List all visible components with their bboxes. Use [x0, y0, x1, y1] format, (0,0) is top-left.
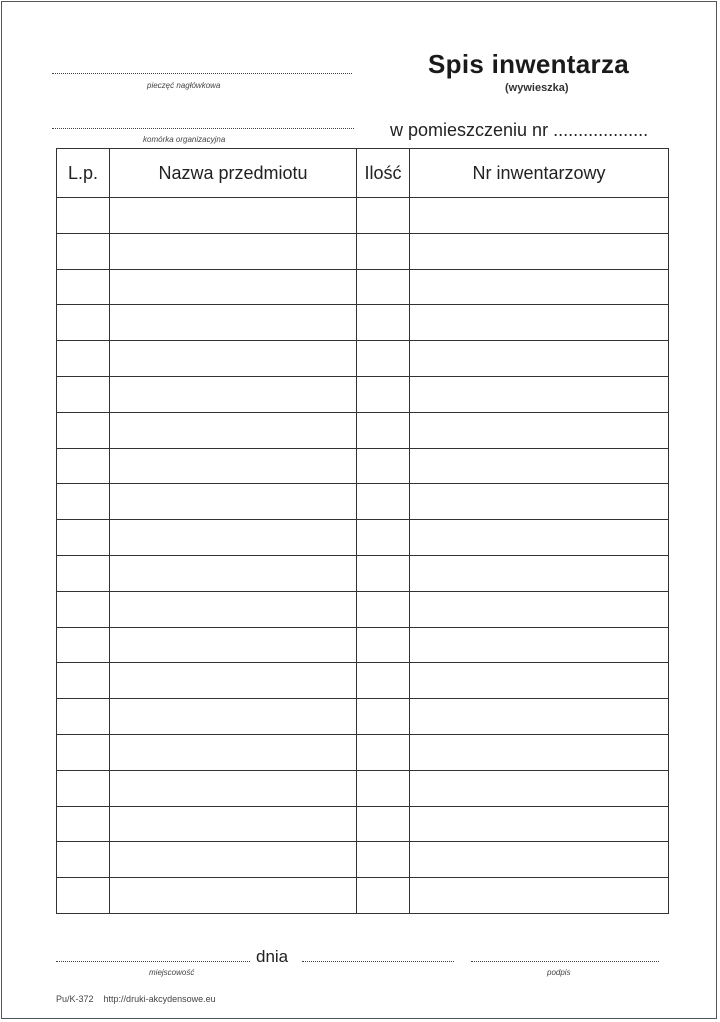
table-row: [57, 591, 669, 627]
cell-inventory-number[interactable]: [410, 770, 669, 806]
cell-quantity[interactable]: [357, 555, 410, 591]
table-row: [57, 376, 669, 412]
cell-inventory-number[interactable]: [410, 627, 669, 663]
cell-name[interactable]: [110, 341, 357, 377]
cell-lp[interactable]: [57, 269, 110, 305]
table-row: [57, 233, 669, 269]
cell-name[interactable]: [110, 878, 357, 914]
cell-name[interactable]: [110, 770, 357, 806]
cell-name[interactable]: [110, 269, 357, 305]
cell-inventory-number[interactable]: [410, 484, 669, 520]
column-header-inventory-number: Nr inwentarzowy: [410, 149, 669, 198]
signature-line[interactable]: [471, 961, 659, 962]
document-title: Spis inwentarza: [428, 49, 629, 79]
cell-quantity[interactable]: [357, 699, 410, 735]
cell-name[interactable]: [110, 663, 357, 699]
cell-inventory-number[interactable]: [410, 305, 669, 341]
cell-name[interactable]: [110, 627, 357, 663]
cell-inventory-number[interactable]: [410, 663, 669, 699]
cell-name[interactable]: [110, 734, 357, 770]
table-header-row: [57, 149, 669, 198]
document-subtitle: (wywieszka): [505, 82, 569, 94]
table-row: [57, 448, 669, 484]
cell-quantity[interactable]: [357, 269, 410, 305]
table-row: [57, 484, 669, 520]
column-header-lp: L.p.: [57, 149, 110, 198]
cell-lp[interactable]: [57, 770, 110, 806]
cell-quantity[interactable]: [357, 591, 410, 627]
cell-quantity[interactable]: [357, 806, 410, 842]
cell-inventory-number[interactable]: [410, 555, 669, 591]
cell-lp[interactable]: [57, 591, 110, 627]
cell-name[interactable]: [110, 376, 357, 412]
table-row: [57, 770, 669, 806]
cell-lp[interactable]: [57, 376, 110, 412]
cell-inventory-number[interactable]: [410, 842, 669, 878]
cell-inventory-number[interactable]: [410, 806, 669, 842]
publisher-url: http://druki-akcydensowe.eu: [103, 994, 216, 1004]
table-row: [57, 341, 669, 377]
cell-name[interactable]: [110, 699, 357, 735]
cell-lp[interactable]: [57, 555, 110, 591]
cell-lp[interactable]: [57, 305, 110, 341]
table-row: [57, 520, 669, 556]
date-line[interactable]: [302, 961, 454, 962]
cell-inventory-number[interactable]: [410, 878, 669, 914]
cell-quantity[interactable]: [357, 770, 410, 806]
cell-name[interactable]: [110, 520, 357, 556]
table-row: [57, 305, 669, 341]
cell-lp[interactable]: [57, 484, 110, 520]
table-row: [57, 734, 669, 770]
place-line[interactable]: [56, 961, 250, 962]
cell-quantity[interactable]: [357, 233, 410, 269]
cell-lp[interactable]: [57, 448, 110, 484]
cell-name[interactable]: [110, 842, 357, 878]
cell-inventory-number[interactable]: [410, 376, 669, 412]
cell-lp[interactable]: [57, 699, 110, 735]
table-row: [57, 555, 669, 591]
cell-name[interactable]: [110, 806, 357, 842]
cell-lp[interactable]: [57, 878, 110, 914]
table-row: [57, 699, 669, 735]
cell-quantity[interactable]: [357, 842, 410, 878]
cell-lp[interactable]: [57, 341, 110, 377]
cell-inventory-number[interactable]: [410, 448, 669, 484]
cell-quantity[interactable]: [357, 341, 410, 377]
signature-caption: podpis: [547, 968, 571, 977]
cell-inventory-number[interactable]: [410, 233, 669, 269]
cell-lp[interactable]: [57, 412, 110, 448]
room-label: w pomieszczeniu nr ...................: [390, 120, 649, 140]
table-row: [57, 627, 669, 663]
cell-quantity[interactable]: [357, 878, 410, 914]
cell-quantity[interactable]: [357, 663, 410, 699]
cell-quantity[interactable]: [357, 484, 410, 520]
unit-line[interactable]: [52, 128, 354, 129]
table-row: [57, 878, 669, 914]
cell-name[interactable]: [110, 305, 357, 341]
cell-inventory-number[interactable]: [410, 520, 669, 556]
cell-quantity[interactable]: [357, 412, 410, 448]
table-row: [57, 269, 669, 305]
table-row: [57, 842, 669, 878]
stamp-caption: pieczęć nagłówkowa: [147, 81, 221, 90]
cell-name[interactable]: [110, 591, 357, 627]
cell-lp[interactable]: [57, 842, 110, 878]
cell-quantity[interactable]: [357, 198, 410, 234]
cell-lp[interactable]: [57, 627, 110, 663]
column-header-name: Nazwa przedmiotu: [110, 149, 357, 198]
column-header-quantity: Ilość: [357, 149, 410, 198]
cell-name[interactable]: [110, 198, 357, 234]
cell-quantity[interactable]: [357, 520, 410, 556]
cell-inventory-number[interactable]: [410, 341, 669, 377]
cell-lp[interactable]: [57, 734, 110, 770]
cell-inventory-number[interactable]: [410, 269, 669, 305]
date-label: dnia: [256, 947, 289, 966]
cell-lp[interactable]: [57, 198, 110, 234]
cell-inventory-number[interactable]: [410, 699, 669, 735]
cell-quantity[interactable]: [357, 376, 410, 412]
stamp-line[interactable]: [52, 73, 352, 74]
cell-quantity[interactable]: [357, 627, 410, 663]
inventory-table: [56, 148, 669, 914]
form-footer: [56, 994, 216, 1004]
cell-inventory-number[interactable]: [410, 198, 669, 234]
cell-quantity[interactable]: [357, 734, 410, 770]
place-caption: miejscowość: [149, 968, 195, 977]
cell-name[interactable]: [110, 412, 357, 448]
cell-name[interactable]: [110, 555, 357, 591]
cell-inventory-number[interactable]: [410, 412, 669, 448]
cell-quantity[interactable]: [357, 448, 410, 484]
table-row: [57, 663, 669, 699]
cell-inventory-number[interactable]: [410, 591, 669, 627]
form-code: Pu/K-372: [56, 994, 94, 1004]
table-row: [57, 412, 669, 448]
cell-lp[interactable]: [57, 520, 110, 556]
cell-name[interactable]: [110, 233, 357, 269]
cell-name[interactable]: [110, 484, 357, 520]
table-row: [57, 806, 669, 842]
cell-quantity[interactable]: [357, 305, 410, 341]
table-body: [57, 198, 669, 914]
table-row: [57, 198, 669, 234]
cell-name[interactable]: [110, 448, 357, 484]
cell-inventory-number[interactable]: [410, 734, 669, 770]
cell-lp[interactable]: [57, 806, 110, 842]
unit-caption: komórka organizacyjna: [143, 135, 226, 144]
cell-lp[interactable]: [57, 663, 110, 699]
cell-lp[interactable]: [57, 233, 110, 269]
